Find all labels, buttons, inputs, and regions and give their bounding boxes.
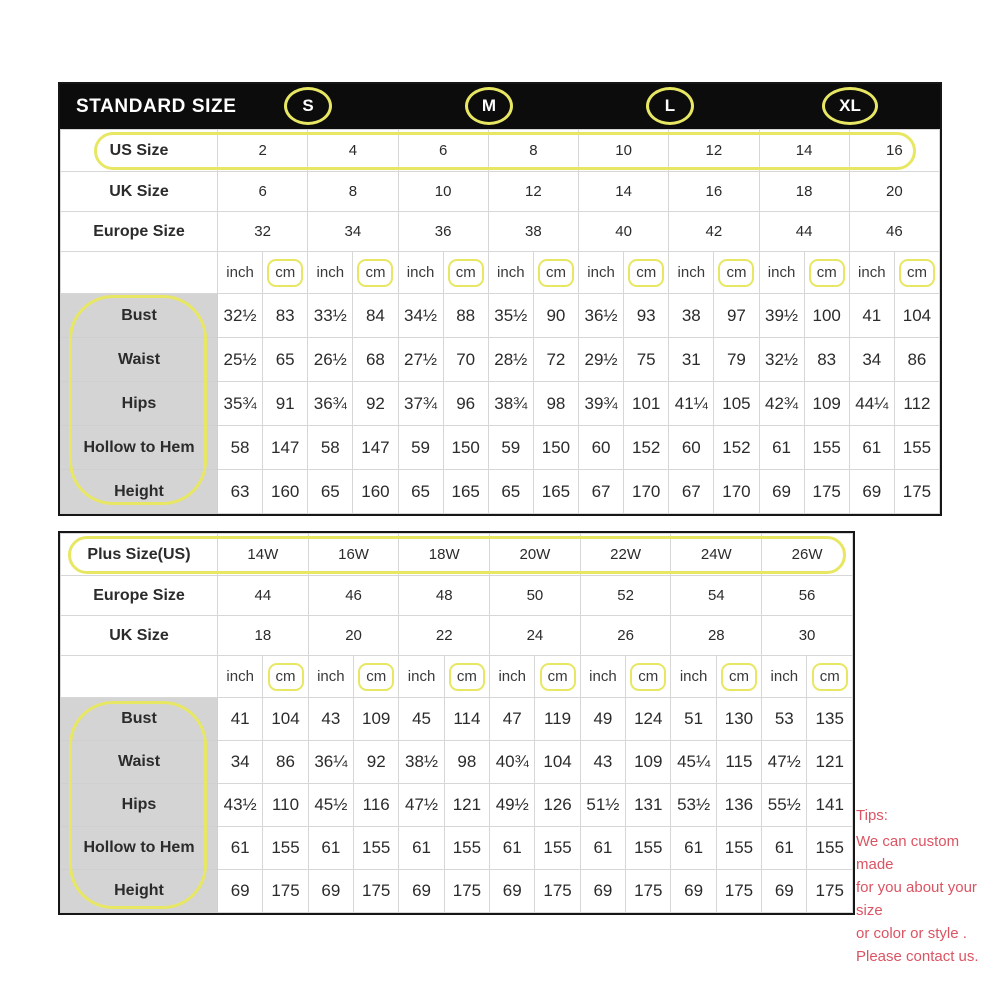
measure-cell: 69 bbox=[399, 870, 444, 913]
measure-cell: 109 bbox=[626, 741, 671, 784]
measure-cell: 147 bbox=[353, 426, 398, 470]
measure-cell: 26½ bbox=[308, 338, 353, 382]
measure-cell: 175 bbox=[716, 870, 761, 913]
measure-row-label: Waist bbox=[61, 338, 218, 382]
size-cell: 30 bbox=[762, 616, 853, 656]
measure-cell: 41 bbox=[218, 698, 263, 741]
measure-cell: 119 bbox=[535, 698, 580, 741]
row-label: Europe Size bbox=[61, 576, 218, 616]
row-label: UK Size bbox=[61, 172, 218, 212]
measure-cell: 60 bbox=[579, 426, 624, 470]
cm-unit-label: cm bbox=[628, 259, 664, 287]
measure-cell: 116 bbox=[354, 784, 399, 827]
size-badge-l: L bbox=[646, 87, 694, 125]
standard-size-header bbox=[60, 84, 940, 129]
measure-cell: 112 bbox=[894, 382, 939, 426]
measure-cell: 105 bbox=[714, 382, 759, 426]
size-cell: 44 bbox=[218, 576, 309, 616]
unit-cell bbox=[354, 656, 399, 698]
measure-cell: 104 bbox=[894, 294, 939, 338]
standard-size-grid bbox=[60, 129, 940, 514]
measure-cell: 155 bbox=[807, 827, 853, 870]
unit-cell bbox=[894, 252, 939, 294]
measure-cell: 175 bbox=[535, 870, 580, 913]
inch-unit-label: inch bbox=[407, 668, 436, 685]
size-badge-m: M bbox=[465, 87, 513, 125]
cm-unit-label: cm bbox=[630, 663, 666, 691]
measure-row-label: Hollow to Hem bbox=[61, 827, 218, 870]
measure-cell: 69 bbox=[218, 870, 263, 913]
inch-unit-label: inch bbox=[677, 264, 706, 281]
tips-line-1: We can custom made bbox=[856, 833, 960, 873]
measure-cell: 83 bbox=[263, 294, 308, 338]
measure-cell: 86 bbox=[263, 741, 308, 784]
measure-cell: 69 bbox=[308, 870, 353, 913]
unit-cell bbox=[807, 656, 853, 698]
inch-unit-label: inch bbox=[770, 668, 799, 685]
measure-cell: 72 bbox=[533, 338, 578, 382]
measure-cell: 131 bbox=[626, 784, 671, 827]
measure-cell: 92 bbox=[353, 382, 398, 426]
row-label: UK Size bbox=[61, 616, 218, 656]
measure-cell: 51 bbox=[671, 698, 716, 741]
measure-cell: 33½ bbox=[308, 294, 353, 338]
unit-cell bbox=[669, 252, 714, 294]
unit-cell bbox=[716, 656, 761, 698]
unit-cell bbox=[308, 656, 353, 698]
measure-cell: 97 bbox=[714, 294, 759, 338]
unit-cell bbox=[533, 252, 578, 294]
measure-cell: 61 bbox=[399, 827, 444, 870]
unit-cell bbox=[444, 656, 489, 698]
measure-cell: 115 bbox=[716, 741, 761, 784]
measure-cell: 41 bbox=[849, 294, 894, 338]
size-cell: 8 bbox=[308, 172, 398, 212]
measure-cell: 61 bbox=[759, 426, 804, 470]
cm-unit-label: cm bbox=[899, 259, 935, 287]
unit-cell bbox=[759, 252, 804, 294]
measure-cell: 39¾ bbox=[579, 382, 624, 426]
unit-cell bbox=[218, 252, 263, 294]
measure-cell: 124 bbox=[626, 698, 671, 741]
size-cell: 26W bbox=[762, 534, 853, 576]
size-cell: 20 bbox=[308, 616, 399, 656]
measure-cell: 32½ bbox=[759, 338, 804, 382]
measure-cell: 51½ bbox=[580, 784, 625, 827]
inch-unit-label: inch bbox=[226, 668, 254, 685]
measure-cell: 69 bbox=[580, 870, 625, 913]
measure-cell: 70 bbox=[443, 338, 488, 382]
size-cell: 46 bbox=[849, 212, 939, 252]
measure-cell: 155 bbox=[535, 827, 580, 870]
measure-cell: 65 bbox=[488, 470, 533, 514]
measure-cell: 69 bbox=[762, 870, 807, 913]
unit-cell bbox=[263, 252, 308, 294]
measure-cell: 36½ bbox=[579, 294, 624, 338]
measure-cell: 31 bbox=[669, 338, 714, 382]
size-cell: 26 bbox=[580, 616, 671, 656]
measure-cell: 91 bbox=[263, 382, 308, 426]
size-cell: 10 bbox=[579, 130, 669, 172]
measure-cell: 61 bbox=[849, 426, 894, 470]
measure-cell: 61 bbox=[580, 827, 625, 870]
measure-cell: 42¾ bbox=[759, 382, 804, 426]
unit-cell bbox=[490, 656, 535, 698]
cm-unit-label: cm bbox=[721, 663, 757, 691]
measure-row-label: Hips bbox=[61, 382, 218, 426]
size-cell: 22W bbox=[580, 534, 671, 576]
size-cell: 34 bbox=[308, 212, 398, 252]
measure-cell: 86 bbox=[894, 338, 939, 382]
measure-cell: 175 bbox=[894, 470, 939, 514]
cm-unit-label: cm bbox=[540, 663, 576, 691]
measure-cell: 61 bbox=[671, 827, 716, 870]
measure-cell: 32½ bbox=[218, 294, 263, 338]
measure-cell: 152 bbox=[624, 426, 669, 470]
measure-cell: 152 bbox=[714, 426, 759, 470]
measure-cell: 150 bbox=[533, 426, 578, 470]
measure-cell: 65 bbox=[263, 338, 308, 382]
size-cell: 56 bbox=[762, 576, 853, 616]
measure-cell: 53½ bbox=[671, 784, 716, 827]
unit-cell bbox=[580, 656, 625, 698]
measure-cell: 93 bbox=[624, 294, 669, 338]
measure-cell: 141 bbox=[807, 784, 853, 827]
measure-cell: 34 bbox=[218, 741, 263, 784]
measure-cell: 27½ bbox=[398, 338, 443, 382]
size-cell: 54 bbox=[671, 576, 762, 616]
size-cell: 2 bbox=[218, 130, 308, 172]
measure-cell: 147 bbox=[263, 426, 308, 470]
inch-unit-label: inch bbox=[589, 668, 617, 685]
size-cell: 36 bbox=[398, 212, 488, 252]
measure-cell: 65 bbox=[308, 470, 353, 514]
size-cell: 20 bbox=[849, 172, 939, 212]
measure-cell: 104 bbox=[263, 698, 308, 741]
measure-cell: 68 bbox=[353, 338, 398, 382]
size-cell: 18W bbox=[399, 534, 490, 576]
cm-unit-label: cm bbox=[812, 663, 848, 691]
cm-unit-label: cm bbox=[448, 259, 484, 287]
unit-cell bbox=[308, 252, 353, 294]
measure-cell: 28½ bbox=[488, 338, 533, 382]
measure-row-label: Height bbox=[61, 470, 218, 514]
measure-cell: 39½ bbox=[759, 294, 804, 338]
measure-cell: 121 bbox=[807, 741, 853, 784]
measure-cell: 47½ bbox=[762, 741, 807, 784]
measure-cell: 165 bbox=[533, 470, 578, 514]
measure-cell: 136 bbox=[716, 784, 761, 827]
measure-cell: 34½ bbox=[398, 294, 443, 338]
size-cell: 40 bbox=[579, 212, 669, 252]
measure-cell: 92 bbox=[354, 741, 399, 784]
measure-cell: 175 bbox=[354, 870, 399, 913]
size-cell: 24W bbox=[671, 534, 762, 576]
size-cell: 22 bbox=[399, 616, 490, 656]
measure-cell: 155 bbox=[444, 827, 489, 870]
unit-cell bbox=[218, 656, 263, 698]
size-cell: 6 bbox=[218, 172, 308, 212]
unit-cell bbox=[804, 252, 849, 294]
cm-unit-label: cm bbox=[357, 259, 393, 287]
measure-cell: 101 bbox=[624, 382, 669, 426]
measure-cell: 65 bbox=[398, 470, 443, 514]
measure-cell: 175 bbox=[444, 870, 489, 913]
measure-cell: 38 bbox=[669, 294, 714, 338]
inch-unit-label: inch bbox=[497, 264, 525, 281]
measure-cell: 59 bbox=[398, 426, 443, 470]
standard-size-table bbox=[58, 82, 942, 516]
tips-line-4: Please contact us. bbox=[856, 948, 979, 965]
size-cell: 28 bbox=[671, 616, 762, 656]
measure-cell: 59 bbox=[488, 426, 533, 470]
size-cell: 50 bbox=[490, 576, 581, 616]
cm-unit-label: cm bbox=[809, 259, 845, 287]
unit-cell bbox=[626, 656, 671, 698]
measure-cell: 69 bbox=[759, 470, 804, 514]
size-cell: 16 bbox=[849, 130, 939, 172]
measure-cell: 155 bbox=[716, 827, 761, 870]
unit-cell bbox=[849, 252, 894, 294]
size-cell: 10 bbox=[398, 172, 488, 212]
inch-unit-label: inch bbox=[498, 668, 526, 685]
size-cell: 48 bbox=[399, 576, 490, 616]
measure-cell: 155 bbox=[804, 426, 849, 470]
measure-cell: 83 bbox=[804, 338, 849, 382]
measure-cell: 121 bbox=[444, 784, 489, 827]
measure-cell: 126 bbox=[535, 784, 580, 827]
measure-cell: 109 bbox=[354, 698, 399, 741]
cm-unit-label: cm bbox=[718, 259, 754, 287]
standard-size-title: STANDARD SIZE bbox=[76, 95, 237, 117]
measure-cell: 37¾ bbox=[398, 382, 443, 426]
inch-unit-label: inch bbox=[316, 264, 345, 281]
inch-unit-label: inch bbox=[317, 668, 345, 685]
row-label: Europe Size bbox=[61, 212, 218, 252]
measure-cell: 90 bbox=[533, 294, 578, 338]
measure-cell: 55½ bbox=[762, 784, 807, 827]
measure-cell: 165 bbox=[443, 470, 488, 514]
unit-cell bbox=[579, 252, 624, 294]
measure-cell: 49 bbox=[580, 698, 625, 741]
measure-cell: 45¼ bbox=[671, 741, 716, 784]
inch-unit-label: inch bbox=[767, 264, 796, 281]
measure-cell: 34 bbox=[849, 338, 894, 382]
measure-cell: 160 bbox=[353, 470, 398, 514]
measure-cell: 53 bbox=[762, 698, 807, 741]
measure-cell: 109 bbox=[804, 382, 849, 426]
measure-cell: 155 bbox=[894, 426, 939, 470]
unit-cell bbox=[263, 656, 308, 698]
cm-unit-label: cm bbox=[358, 663, 394, 691]
measure-cell: 43½ bbox=[218, 784, 263, 827]
measure-cell: 44¼ bbox=[849, 382, 894, 426]
measure-cell: 79 bbox=[714, 338, 759, 382]
measure-cell: 47½ bbox=[399, 784, 444, 827]
measure-cell: 49½ bbox=[490, 784, 535, 827]
measure-cell: 104 bbox=[535, 741, 580, 784]
measure-cell: 170 bbox=[714, 470, 759, 514]
measure-cell: 110 bbox=[263, 784, 308, 827]
measure-cell: 61 bbox=[218, 827, 263, 870]
measure-cell: 69 bbox=[671, 870, 716, 913]
measure-row-label: Hollow to Hem bbox=[61, 426, 218, 470]
measure-cell: 61 bbox=[308, 827, 353, 870]
measure-cell: 98 bbox=[533, 382, 578, 426]
unit-row-label bbox=[61, 656, 218, 698]
measure-cell: 67 bbox=[669, 470, 714, 514]
plus-size-table bbox=[58, 531, 855, 915]
measure-row-label: Waist bbox=[61, 741, 218, 784]
size-cell: 16W bbox=[308, 534, 399, 576]
size-cell: 32 bbox=[218, 212, 308, 252]
custom-made-tips bbox=[856, 804, 998, 968]
size-cell: 4 bbox=[308, 130, 398, 172]
unit-cell bbox=[399, 656, 444, 698]
measure-cell: 96 bbox=[443, 382, 488, 426]
size-cell: 20W bbox=[490, 534, 581, 576]
measure-cell: 69 bbox=[849, 470, 894, 514]
unit-cell bbox=[488, 252, 533, 294]
measure-row-label: Height bbox=[61, 870, 218, 913]
inch-unit-label: inch bbox=[587, 264, 615, 281]
size-badge-s: S bbox=[284, 87, 332, 125]
inch-unit-label: inch bbox=[858, 264, 886, 281]
measure-cell: 25½ bbox=[218, 338, 263, 382]
measure-row-label: Bust bbox=[61, 698, 218, 741]
size-cell: 46 bbox=[308, 576, 399, 616]
measure-cell: 58 bbox=[218, 426, 263, 470]
measure-cell: 45 bbox=[399, 698, 444, 741]
unit-cell bbox=[624, 252, 669, 294]
size-cell: 14 bbox=[759, 130, 849, 172]
measure-cell: 130 bbox=[716, 698, 761, 741]
measure-cell: 36¼ bbox=[308, 741, 353, 784]
measure-cell: 38½ bbox=[399, 741, 444, 784]
tips-line-3: or color or style . bbox=[856, 925, 967, 942]
measure-cell: 155 bbox=[354, 827, 399, 870]
measure-cell: 98 bbox=[444, 741, 489, 784]
cm-unit-label: cm bbox=[267, 259, 303, 287]
measure-cell: 100 bbox=[804, 294, 849, 338]
size-cell: 52 bbox=[580, 576, 671, 616]
measure-cell: 175 bbox=[626, 870, 671, 913]
measure-cell: 135 bbox=[807, 698, 853, 741]
size-badge-xl: XL bbox=[822, 87, 878, 125]
measure-cell: 36¾ bbox=[308, 382, 353, 426]
measure-cell: 61 bbox=[490, 827, 535, 870]
measure-cell: 84 bbox=[353, 294, 398, 338]
measure-cell: 155 bbox=[626, 827, 671, 870]
plus-size-grid bbox=[60, 533, 853, 913]
measure-cell: 69 bbox=[490, 870, 535, 913]
inch-unit-label: inch bbox=[406, 264, 435, 281]
measure-cell: 60 bbox=[669, 426, 714, 470]
measure-cell: 35½ bbox=[488, 294, 533, 338]
unit-cell bbox=[353, 252, 398, 294]
measure-row-label: Bust bbox=[61, 294, 218, 338]
size-cell: 14 bbox=[579, 172, 669, 212]
measure-cell: 58 bbox=[308, 426, 353, 470]
size-cell: 16 bbox=[669, 172, 759, 212]
measure-cell: 175 bbox=[263, 870, 308, 913]
unit-cell bbox=[398, 252, 443, 294]
measure-cell: 61 bbox=[762, 827, 807, 870]
measure-cell: 45½ bbox=[308, 784, 353, 827]
unit-cell bbox=[762, 656, 807, 698]
row-label: Plus Size(US) bbox=[61, 534, 218, 576]
measure-cell: 47 bbox=[490, 698, 535, 741]
measure-cell: 114 bbox=[444, 698, 489, 741]
measure-cell: 155 bbox=[263, 827, 308, 870]
inch-unit-label: inch bbox=[679, 668, 708, 685]
size-cell: 12 bbox=[488, 172, 578, 212]
cm-unit-label: cm bbox=[538, 259, 574, 287]
measure-cell: 40¾ bbox=[490, 741, 535, 784]
measure-cell: 35¾ bbox=[218, 382, 263, 426]
measure-cell: 150 bbox=[443, 426, 488, 470]
measure-cell: 29½ bbox=[579, 338, 624, 382]
measure-cell: 175 bbox=[807, 870, 853, 913]
unit-row-label bbox=[61, 252, 218, 294]
measure-cell: 175 bbox=[804, 470, 849, 514]
size-cell: 6 bbox=[398, 130, 488, 172]
size-cell: 18 bbox=[218, 616, 309, 656]
measure-cell: 38¾ bbox=[488, 382, 533, 426]
measure-row-label: Hips bbox=[61, 784, 218, 827]
tips-title: Tips: bbox=[856, 807, 888, 824]
unit-cell bbox=[714, 252, 759, 294]
size-cell: 12 bbox=[669, 130, 759, 172]
cm-unit-label: cm bbox=[449, 663, 485, 691]
row-label: US Size bbox=[61, 130, 218, 172]
measure-cell: 43 bbox=[308, 698, 353, 741]
measure-cell: 88 bbox=[443, 294, 488, 338]
measure-cell: 75 bbox=[624, 338, 669, 382]
size-cell: 42 bbox=[669, 212, 759, 252]
measure-cell: 63 bbox=[218, 470, 263, 514]
size-cell: 24 bbox=[490, 616, 581, 656]
inch-unit-label: inch bbox=[226, 264, 254, 281]
measure-cell: 43 bbox=[580, 741, 625, 784]
size-cell: 18 bbox=[759, 172, 849, 212]
size-cell: 8 bbox=[488, 130, 578, 172]
unit-cell bbox=[671, 656, 716, 698]
size-cell: 38 bbox=[488, 212, 578, 252]
measure-cell: 67 bbox=[579, 470, 624, 514]
size-cell: 44 bbox=[759, 212, 849, 252]
measure-cell: 160 bbox=[263, 470, 308, 514]
size-cell: 14W bbox=[218, 534, 309, 576]
unit-cell bbox=[443, 252, 488, 294]
cm-unit-label: cm bbox=[268, 663, 304, 691]
unit-cell bbox=[535, 656, 580, 698]
measure-cell: 41¼ bbox=[669, 382, 714, 426]
tips-line-2: for you about your size bbox=[856, 879, 977, 919]
measure-cell: 170 bbox=[624, 470, 669, 514]
